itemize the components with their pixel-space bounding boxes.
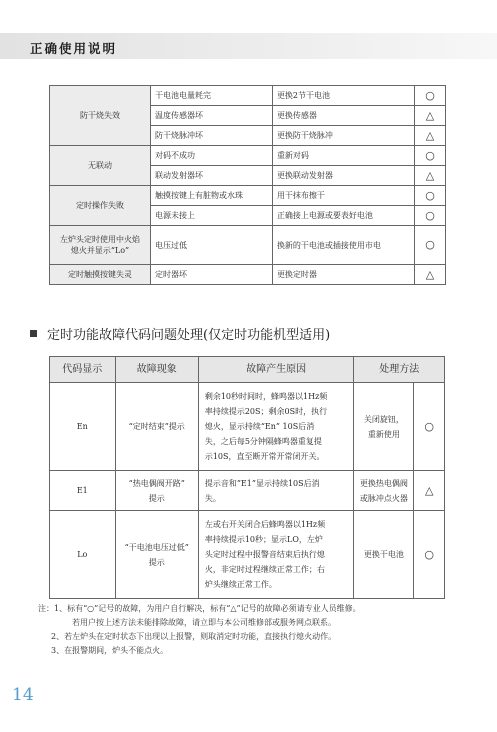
error-method: 更换干电池: [354, 511, 414, 599]
table-header-row: [50, 357, 445, 383]
fault-cause: 对码不成功: [151, 146, 273, 166]
circle-mark-icon: ○: [415, 226, 446, 265]
note-line: 3、在报警期间，炉头不能点火。: [51, 646, 169, 655]
triangle-mark-icon: △: [415, 126, 446, 146]
triangle-mark-icon: △: [415, 265, 446, 285]
note-line: 2、若左炉头在定时状态下出现以上报警，则取消定时功能，直接执行熄火动作。: [51, 632, 337, 641]
note-line: 若用户按上述方法未能排除故障，请立即与本公司维修部或服务网点联系。: [72, 618, 336, 627]
fault-category: 无联动: [50, 146, 151, 186]
table-row: [50, 383, 445, 471]
error-code: Lo: [50, 511, 116, 599]
circle-mark-icon: ○: [415, 86, 446, 106]
notes: [38, 602, 361, 658]
fault-category: 定时触摸按键失灵: [50, 265, 151, 285]
triangle-mark-icon: △: [414, 471, 445, 511]
error-reason: 左或右开关闭合后蜂鸣器以1Hz频 率持续提示10秒；显示LO，左炉 头定时过程中报警音结束后执行熄 火，非定时过程继续正常工作；右 炉头继续正常工作。: [198, 511, 354, 599]
column-header: 故障现象: [115, 357, 198, 383]
fault-fix: 换新的干电池或插接使用市电: [272, 226, 414, 265]
fault-fix: 用干抹布擦干: [272, 186, 414, 206]
fault-fix: 更换防干烧脉冲: [272, 126, 414, 146]
fault-cause: 触摸按键上有脏物或水珠: [151, 186, 273, 206]
square-bullet-icon: [30, 330, 37, 337]
fault-fix: 更换传感器: [272, 106, 414, 126]
section-title-text: 定时功能故障代码问题处理(仅定时功能机型适用): [47, 328, 331, 343]
table-row: [50, 471, 445, 511]
error-reason: 提示音和”E1”显示持续10S后消 失。: [198, 471, 354, 511]
fault-fix: 正确接上电源或要表好电池: [272, 206, 414, 226]
error-code: E1: [50, 471, 116, 511]
fault-cause: 电源未接上: [151, 206, 273, 226]
triangle-mark-icon: △: [415, 106, 446, 126]
table-row: [50, 511, 445, 599]
fault-fix: 更换联动发射器: [272, 166, 414, 186]
fault-fix: 重新对码: [272, 146, 414, 166]
error-reason: 剩余10秒时间时，蜂鸣器以1Hz频 率持续提示20S；剩余0S时，执行 熄火，显示持续“En” 10S后消 失，之后每5分钟隔蜂鸣器重复提 示10S，直至断开常开常闭开关。: [198, 383, 354, 471]
fault-category: [50, 226, 151, 265]
triangle-mark-icon: △: [415, 166, 446, 186]
table-row: [50, 265, 446, 285]
fault-cause: 电压过低: [151, 226, 273, 265]
table-row: [50, 186, 446, 206]
fault-cause: 温度传感器坏: [151, 106, 273, 126]
fault-fix: 更换2节干电池: [272, 86, 414, 106]
fault-table: [49, 85, 446, 285]
fault-category-line: 左炉头定时使用中火焰: [60, 235, 140, 244]
circle-mark-icon: ○: [415, 146, 446, 166]
error-method: 关闭旋钮， 重新使用: [354, 383, 414, 471]
error-method: 更换热电偶阀 或脉冲点火器: [354, 471, 414, 511]
column-header: 代码显示: [50, 357, 116, 383]
page-number: 14: [12, 685, 34, 705]
note-line: 注：1、标有“○”记号的故障，为用户自行解决，标有“△”记号的故障必须请专业人员维修。: [38, 604, 361, 613]
table-row: [50, 146, 446, 166]
circle-mark-icon: ○: [414, 383, 445, 471]
page-header-title: 正确使用说明: [30, 41, 118, 56]
fault-category: 定时操作失败: [50, 186, 151, 226]
circle-mark-icon: ○: [415, 186, 446, 206]
circle-mark-icon: ○: [415, 206, 446, 226]
table-row: [50, 226, 446, 265]
fault-fix: 更换定时器: [272, 265, 414, 285]
fault-cause: 联动发射器坏: [151, 166, 273, 186]
error-phenomenon: “热电偶阀开路” 提示: [115, 471, 198, 511]
error-code: En: [50, 383, 116, 471]
table-row: [50, 86, 446, 106]
circle-mark-icon: ○: [414, 511, 445, 599]
fault-cause: 防干烧脉冲坏: [151, 126, 273, 146]
column-header: 故障产生原因: [198, 357, 354, 383]
fault-cause: 定时器坏: [151, 265, 273, 285]
column-header: 处理方法: [354, 357, 445, 383]
fault-cause: 干电池电量耗完: [151, 86, 273, 106]
fault-category-line: 熄火并显示“Lo”: [70, 246, 130, 255]
error-phenomenon: “干电池电压过低” 提示: [115, 511, 198, 599]
error-code-table: [49, 356, 445, 599]
fault-category: 防干烧失效: [50, 86, 151, 146]
error-phenomenon: “定时结束”提示: [115, 383, 198, 471]
section-title: [30, 324, 330, 343]
